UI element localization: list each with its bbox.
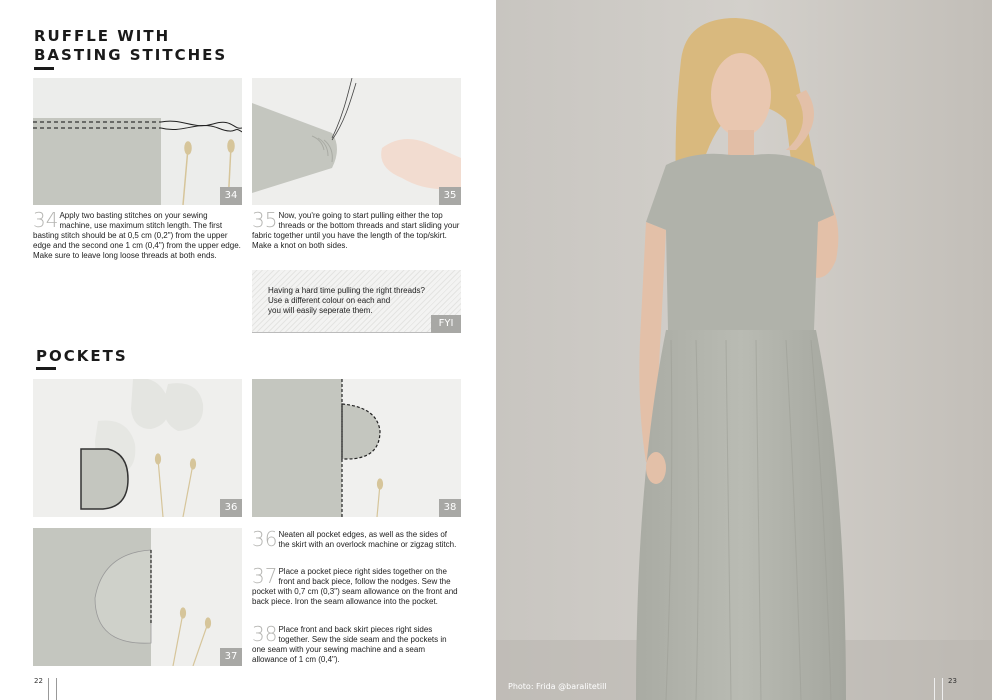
section-title-pockets: POCKETS [36, 347, 128, 365]
step-number-36: 36 [252, 527, 278, 551]
fyi-line-1: Having a hard time pulling the right threads? [268, 286, 425, 295]
step-number-34: 34 [33, 208, 59, 232]
gutter-mark-left-2 [56, 678, 57, 700]
section-title-ruffle [34, 27, 227, 65]
figure-number-37: 37 [220, 648, 242, 666]
pocket-seam-photo-icon [252, 379, 461, 517]
step-text-34: Apply two basting stitches on your sewing machine, use maximum stitch length. The first basting stitch should be at 0,5 cm (0,2") from the upper edge and the second one 1 cm (0,4") from the upper edge. Make sure to leave long loose threads at both ends. [33, 211, 241, 260]
pockets-underline [36, 367, 56, 370]
fyi-line-2: Use a different colour on each and [268, 296, 391, 305]
fyi-line-3: you will easily seperate them. [268, 306, 373, 315]
figure-number-34: 34 [220, 187, 242, 205]
page-number-right: 23 [948, 677, 957, 685]
title-line-1: RUFFLE WITH [34, 27, 171, 45]
fyi-divider [252, 332, 461, 333]
step-36 [252, 527, 460, 551]
figure-number-35: 35 [439, 187, 461, 205]
figure-36 [33, 379, 242, 517]
step-text-35: Now, you're going to start pulling either the top threads or the bottom threads and start sliding your fabric together until you have the length of the top/skirt. Make a knot on both sides. [252, 211, 460, 250]
figure-number-36: 36 [220, 499, 242, 517]
fyi-text [268, 286, 448, 316]
step-38 [252, 622, 460, 665]
step-text-36: Neaten all pocket edges, as well as the sides of the skirt with an overlock machine or zigzag stitch. [278, 530, 457, 549]
gathering-fabric-photo-icon [252, 78, 461, 205]
step-37 [252, 564, 460, 607]
pocket-stitch-photo-icon [33, 528, 242, 666]
figure-38 [252, 379, 461, 517]
photo-credit: Photo: Frida @baralitetill [508, 682, 607, 691]
title-line-2: BASTING STITCHES [34, 46, 228, 64]
gutter-mark-left-1 [48, 678, 49, 700]
gutter-mark-right-2 [942, 678, 943, 700]
step-text-37: Place a pocket piece right sides together on the front and back piece, follow the nodges. Sew the pocket with 0,7 cm (0,3") seam allowance on the front and back piece. Iron the seam allowance into the pocket. [252, 567, 458, 606]
step-number-38: 38 [252, 622, 278, 646]
right-page [496, 0, 992, 700]
step-number-37: 37 [252, 564, 278, 588]
step-text-38: Place front and back skirt pieces right sides together. Sew the side seam and the pockets in one seam with your sewing machine and a seam allowance of 1 cm (0,4"). [252, 625, 447, 664]
figure-34 [33, 78, 242, 205]
step-35 [252, 208, 460, 251]
step-number-35: 35 [252, 208, 278, 232]
title-underline [34, 67, 54, 70]
step-34 [33, 208, 241, 261]
figure-number-38: 38 [439, 499, 461, 517]
figure-35 [252, 78, 461, 205]
figure-37 [33, 528, 242, 666]
gutter-mark-right-1 [934, 678, 935, 700]
basting-stitch-photo-icon [33, 78, 242, 205]
pocket-pieces-photo-icon [33, 379, 242, 517]
page-number-left: 22 [34, 677, 43, 685]
fyi-tag: FYI [431, 315, 461, 333]
fyi-box [252, 270, 461, 333]
model-photo-icon [496, 0, 992, 700]
